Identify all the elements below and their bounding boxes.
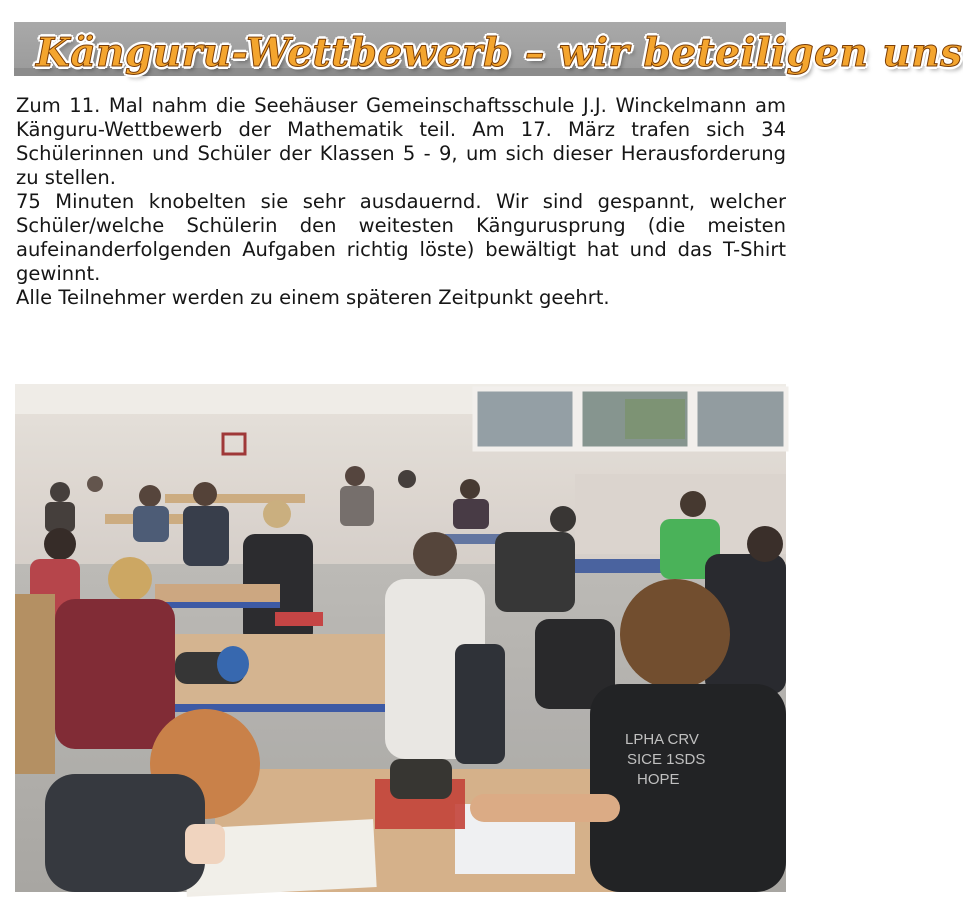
headline-bar — [14, 22, 963, 76]
shirt-print-line-3: HOPE — [637, 771, 680, 788]
article-paragraph-1: Zum 11. Mal nahm die Seehäuser Gemeinschaftsschule J.J. Winckelmann am Känguru-Wettbewerb der Mathematik teil. Am 17. März trafen sich 34 Schülerinnen und Schüler der Klassen 5 - 9, um sich dieser Herausforderung zu stellen. — [16, 94, 786, 189]
article-paragraph-2: 75 Minuten knobelten sie sehr ausdauernd. Wir sind gespannt, welcher Schüler/welche Schülerin den weitesten Kängurusprung (die meisten aufeinanderfolgenden Aufgaben richtig löste) bewältigt hat und das T-Shirt gewinnt. — [16, 190, 786, 285]
article-headline: Känguru-Wettbewerb – wir beteiligen uns — [36, 30, 963, 76]
classroom-photo — [15, 384, 786, 892]
article-body — [16, 94, 786, 310]
shirt-print-line-1: LPHA CRV — [625, 731, 699, 748]
classroom-photo-illustration — [15, 384, 786, 892]
article-paragraph-3: Alle Teilnehmer werden zu einem späteren Zeitpunkt geehrt. — [16, 286, 610, 309]
shirt-print-line-2: SICE 1SDS — [627, 751, 706, 768]
